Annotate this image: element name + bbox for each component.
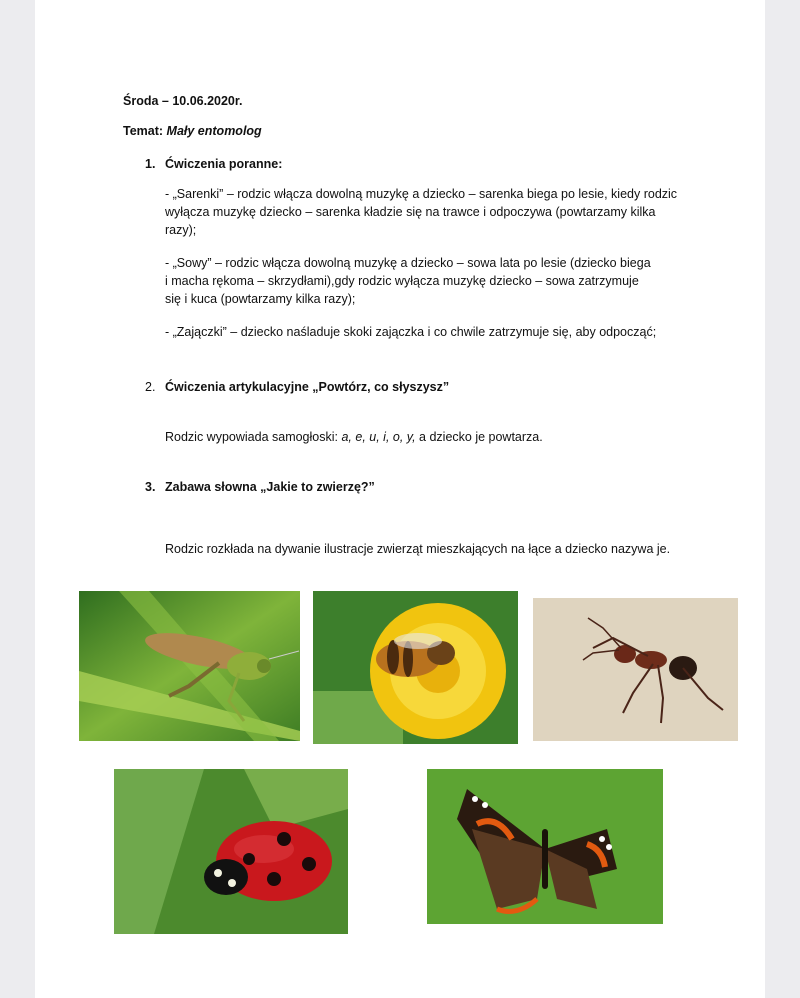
section1-p3: - „Zajączki” – dziecko naśladuje skoki zajączka i co chwile zatrzymuje się, aby odpocząć; <box>165 325 657 339</box>
section3-title: Zabawa słowna „Jakie to zwierzę?” <box>165 480 375 494</box>
topic-line <box>123 122 262 140</box>
section2-text <box>165 428 543 446</box>
section1-p1-line3: razy); <box>165 223 197 237</box>
section2-vowels: a, e, u, i, o, y, <box>341 430 416 444</box>
ant-photo <box>533 598 738 741</box>
section3-number: 3. <box>145 480 156 494</box>
section3-text: Rodzic rozkłada na dywanie ilustracje zwierząt mieszkających na łące a dziecko nazywa je. <box>165 542 671 556</box>
section2-number: 2. <box>145 380 156 394</box>
section1-p1-line2: wyłącza muzykę dziecko – sarenka kładzie się na trawce i odpoczywa (powtarzamy kilka <box>165 205 656 219</box>
bee-photo <box>313 591 518 744</box>
section1-p2-line1: - „Sowy” – rodzic włącza dowolną muzykę a dziecko – sowa lata po lesie (dziecko biega <box>165 256 651 270</box>
topic-label: Temat: <box>123 124 164 138</box>
section1-title: Ćwiczenia poranne: <box>165 157 283 171</box>
section2-text-before: Rodzic wypowiada samogłoski: <box>165 430 342 444</box>
topic-value: Mały entomolog <box>166 124 262 138</box>
section2-text-after: a dziecko je powtarza. <box>415 430 543 444</box>
date-line: Środa – 10.06.2020r. <box>123 94 243 108</box>
butterfly-photo <box>427 769 663 924</box>
section1-number: 1. <box>145 157 156 171</box>
section1-p2-line2: i macha rękoma – skrzydłami),gdy rodzic wyłącza muzykę dziecko – sowa zatrzymuje <box>165 274 639 288</box>
document-page <box>35 0 765 998</box>
ladybug-photo <box>114 769 348 934</box>
section1-p1-line1: - „Sarenki” – rodzic włącza dowolną muzykę a dziecko – sarenka biega po lesie, kiedy rodzic <box>165 187 678 201</box>
section2-title: Ćwiczenia artykulacyjne „Powtórz, co słyszysz” <box>165 380 450 394</box>
grasshopper-photo <box>79 591 300 741</box>
section1-p2-line3: się i kuca (powtarzamy kilka razy); <box>165 292 356 306</box>
